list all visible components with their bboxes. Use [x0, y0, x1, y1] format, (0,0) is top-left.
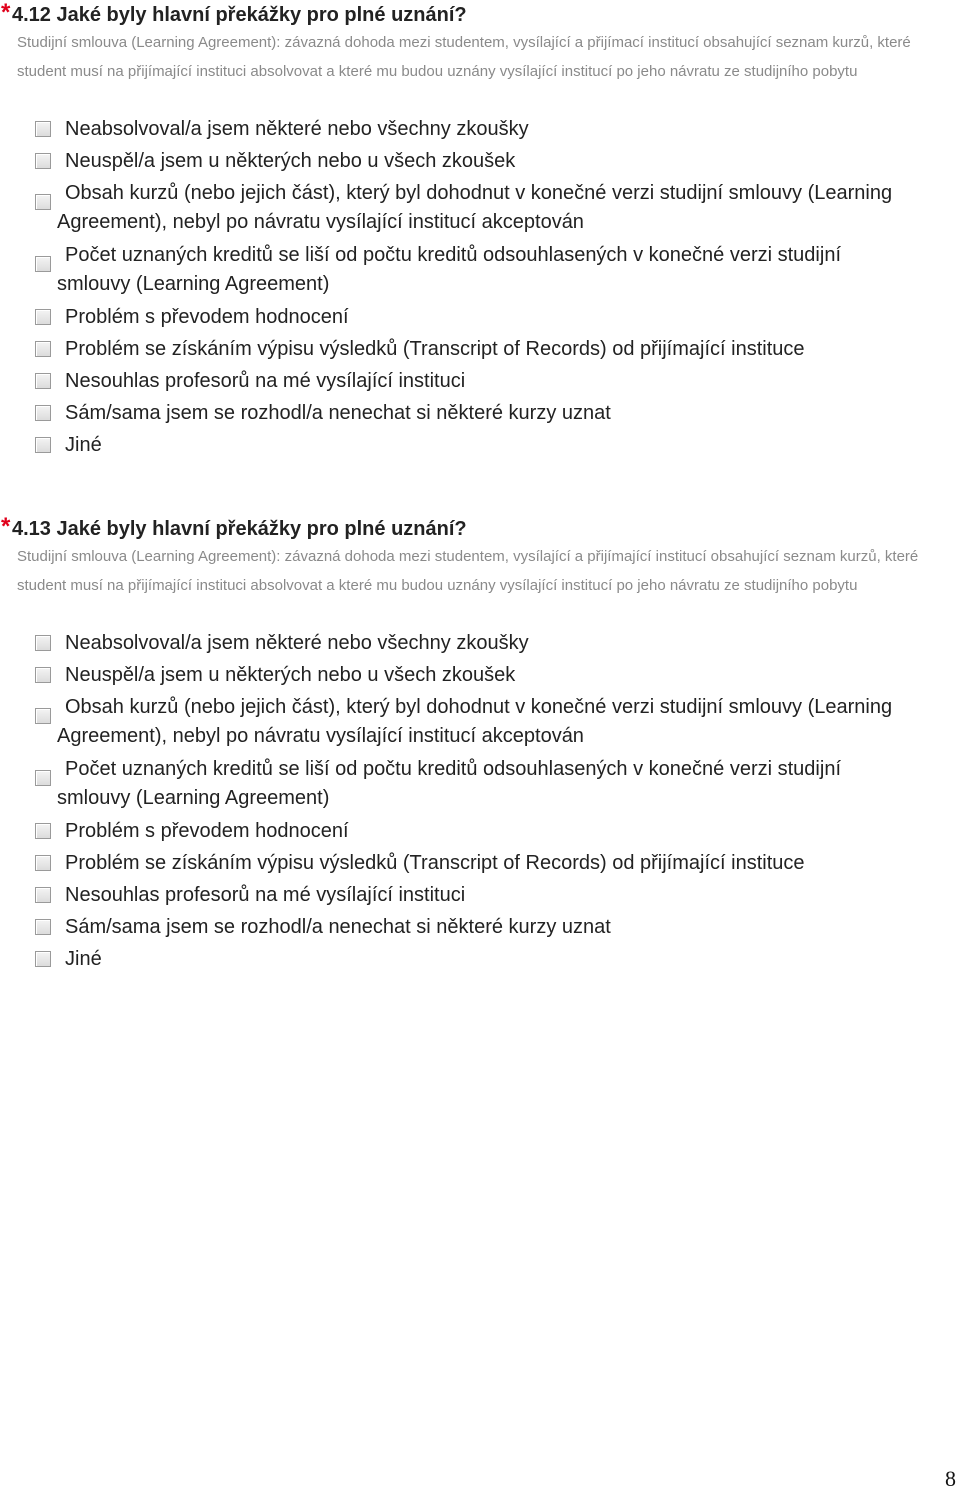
- option-label: Nesouhlas profesorů na mé vysílající instituci: [65, 370, 466, 392]
- question-4-13: [0, 513, 960, 977]
- option-item[interactable]: [0, 913, 960, 945]
- option-item[interactable]: [0, 399, 960, 431]
- checkbox[interactable]: [35, 309, 51, 325]
- checkbox[interactable]: [35, 194, 51, 210]
- option-item[interactable]: [0, 945, 960, 977]
- option-item[interactable]: [0, 303, 960, 335]
- option-label: Problém s převodem hodnocení: [65, 306, 349, 328]
- option-list: [0, 629, 960, 977]
- checkbox[interactable]: [35, 823, 51, 839]
- checkbox[interactable]: [35, 855, 51, 871]
- question-help-text: Studijní smlouva (Learning Agreement): závazná dohoda mezi studentem, vysílající a přijímací institucí obsahující seznam kurzů, které student musí na přijímající instituci absolvovat a které mu budou uznány vysílající institucí po jeho návratu ze studijního pobytu: [17, 34, 911, 80]
- option-item[interactable]: [0, 367, 960, 399]
- option-item[interactable]: [0, 431, 960, 463]
- option-item[interactable]: [0, 817, 960, 849]
- checkbox[interactable]: [35, 919, 51, 935]
- option-item[interactable]: [0, 661, 960, 693]
- checkbox[interactable]: [35, 373, 51, 389]
- option-label: Sám/sama jsem se rozhodl/a nenechat si některé kurzy uznat: [65, 916, 611, 938]
- option-label: Nesouhlas profesorů na mé vysílající instituci: [65, 884, 466, 906]
- option-item[interactable]: [0, 335, 960, 367]
- question-title-text: 4.12 Jaké byly hlavní překážky pro plné uznání?: [12, 4, 467, 26]
- question-title-text: 4.13 Jaké byly hlavní překážky pro plné uznání?: [12, 518, 467, 540]
- option-item[interactable]: [0, 147, 960, 179]
- option-item[interactable]: [0, 241, 960, 303]
- checkbox[interactable]: [35, 437, 51, 453]
- option-label: Problém se získáním výpisu výsledků (Transcript of Records) od přijímající instituce: [65, 338, 805, 360]
- option-label: Neuspěl/a jsem u některých nebo u všech zkoušek: [65, 664, 516, 686]
- option-item[interactable]: [0, 755, 960, 817]
- option-label: Neuspěl/a jsem u některých nebo u všech zkoušek: [65, 150, 516, 172]
- option-label: Neabsolvoval/a jsem některé nebo všechny zkoušky: [65, 118, 529, 140]
- option-item[interactable]: [0, 849, 960, 881]
- option-label: Počet uznaných kreditů se liší od počtu kreditů odsouhlasených v konečné verzi studijní: [65, 244, 841, 266]
- option-item[interactable]: [0, 179, 960, 241]
- question-title: [0, 2, 960, 28]
- question-help-text: Studijní smlouva (Learning Agreement): závazná dohoda mezi studentem, vysílající a přijímající institucí obsahující seznam kurzů, které student musí na přijímající instituci absolvovat a které mu budou uznány vysílající institucí po jeho návratu ze studijního pobytu: [17, 548, 919, 594]
- checkbox[interactable]: [35, 708, 51, 724]
- checkbox[interactable]: [35, 770, 51, 786]
- option-list: [0, 115, 960, 463]
- option-label: Problém s převodem hodnocení: [65, 820, 349, 842]
- option-label: Sám/sama jsem se rozhodl/a nenechat si některé kurzy uznat: [65, 402, 611, 424]
- option-item[interactable]: [0, 629, 960, 661]
- option-item[interactable]: [0, 693, 960, 755]
- option-label: Jiné: [65, 948, 102, 970]
- option-label: Obsah kurzů (nebo jejich část), který byl dohodnut v konečné verzi studijní smlouvy (Learning: [65, 696, 893, 718]
- option-label: Neabsolvoval/a jsem některé nebo všechny zkoušky: [65, 632, 529, 654]
- option-label: Počet uznaných kreditů se liší od počtu kreditů odsouhlasených v konečné verzi studijní: [65, 758, 841, 780]
- required-marker: *: [1, 0, 11, 26]
- checkbox[interactable]: [35, 153, 51, 169]
- checkbox[interactable]: [35, 635, 51, 651]
- option-label: Obsah kurzů (nebo jejich část), který byl dohodnut v konečné verzi studijní smlouvy (Learning: [65, 182, 893, 204]
- option-label: Problém se získáním výpisu výsledků (Transcript of Records) od přijímající instituce: [65, 852, 805, 874]
- question-4-12: [0, 2, 960, 463]
- option-label-continued: smlouvy (Learning Agreement): [57, 787, 330, 809]
- checkbox[interactable]: [35, 951, 51, 967]
- option-label-continued: smlouvy (Learning Agreement): [57, 273, 330, 295]
- checkbox[interactable]: [35, 667, 51, 683]
- checkbox[interactable]: [35, 256, 51, 272]
- option-item[interactable]: [0, 881, 960, 913]
- page-number: 8: [945, 1466, 956, 1491]
- required-marker: *: [1, 513, 11, 540]
- option-label-continued: Agreement), nebyl po návratu vysílající institucí akceptován: [57, 211, 584, 233]
- option-label-continued: Agreement), nebyl po návratu vysílající institucí akceptován: [57, 725, 584, 747]
- option-label: Jiné: [65, 434, 102, 456]
- question-title: [0, 513, 960, 542]
- checkbox[interactable]: [35, 887, 51, 903]
- checkbox[interactable]: [35, 341, 51, 357]
- checkbox[interactable]: [35, 121, 51, 137]
- option-item[interactable]: [0, 115, 960, 147]
- checkbox[interactable]: [35, 405, 51, 421]
